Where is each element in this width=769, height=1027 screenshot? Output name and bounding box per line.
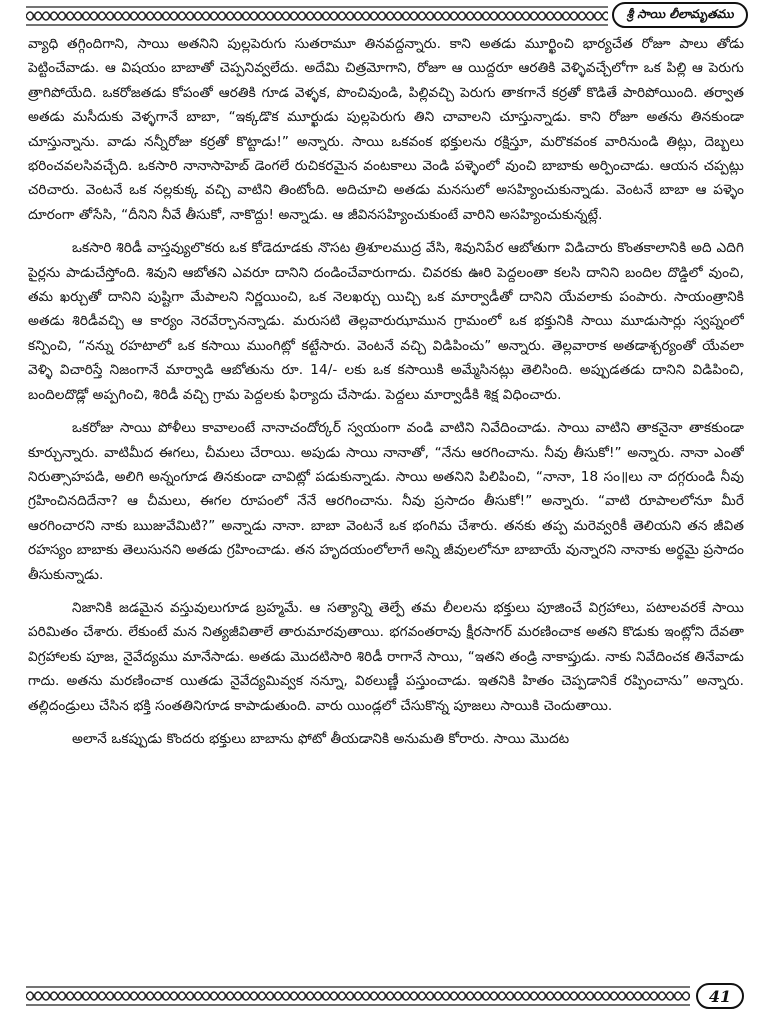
footer-border-ornament — [26, 984, 690, 1008]
page-number: 41 — [708, 986, 732, 1006]
page-body — [28, 32, 744, 976]
paragraph-4: నిజానికి జడమైన వస్తువులుగూడ బ్రహ్మమే. ఆ సత్యాన్ని తెల్పే తమ లీలలను భక్తులు పూజించే విగ్రహాలు, పటాలవరకే సాయి పరిమితం చేశారు. లేకుంటే మన నిత్యజీవితాలే తారుమారవుతాయి. భగవంతరావు క్షీరసాగర్ మరణించాక అతని కొడుకు ఇంట్లోని దేవతా విగ్రహాలకు పూజ, నైవేద్యము మానేసాడు. అతడు మొదటిసారి శిరిడీ రాగానే సాయి, “ఇతని తండ్రి నాకాప్తుడు. నాకు నివేదించక తినేవాడు గాదు. అతను మరణించాక యితడు నైవేద్యమివ్వక నన్నూ, విఠలుణ్ణీ పస్తుంచాడు. ఇతనికి హితం చెప్పడానికే రప్పించాను” అన్నారు. తల్లిదండ్రులు చేసిన భక్తి సంతతినిగూడ కాపాడుతుంది. వారు యిండ్లలో చేసుకొన్న పూజలు సాయికి చెందుతాయి. — [28, 599, 744, 714]
paragraph-2: ఒకసారి శిరిడీ వాస్తవ్యులొకరు ఒక కోడెదూడకు నొసట త్రిశూలముద్ర వేసి, శివునిపేర ఆబోతుగా విడిచారు కొంతకాలానికి అది ఎదిగి పైర్లను పాడుచేస్తోంది. శివుని ఆబోతని ఎవరూ దానిని దండించేవారుగాదు. చివరకు ఊరి పెద్దలంతా కలసి దానిని బందిల దొడ్డిలో వుంచి, తమ ఖర్చుతో దానిని పుష్టిగా మేపాలని నిర్ణయించి, ఒక నెలఖర్చు యిచ్చి ఒక మార్వాడీతో దానిని యేవలాకు పంపారు. సాయంత్రానికి అతడు శిరిడీవచ్చి ఆ కార్యం నెరవేర్చానన్నాడు. మరుసటి తెల్లవారుఝామున గ్రామంలో ఒక భక్తునికి సాయి మూడుసార్లు స్వప్నంలో కన్పించి, “నన్ను రహటాలో ఒక కసాయి ముంగిట్లో కట్టేసారు. వెంటనే వచ్చి విడిపించు” అన్నారు. తెల్లవారాక అతడాశ్చర్యంతో యేవలా వెళ్ళి విచారిస్తే నిజంగానే మార్వాడి ఆబోతును రూ. 14/- లకు ఒక కసాయికి అమ్మేసినట్లు తెలిసింది. అప్పుడతడు దానిని విడిపించి, బందిలదొడ్లో అప్పగించి, శిరిడీ వచ్చి గ్రామ పెద్దలకు ఫిర్యాదు చేసాడు. పెద్దలు మార్వాడీకి శిక్ష విధించారు. — [28, 240, 744, 403]
book-title: శ్రీ సాయి లీలామృతము — [626, 6, 734, 21]
paragraph-3: ఒకరోజు సాయి పోళీలు కావాలంటే నానాచందోర్కర్ స్వయంగా వండి వాటిని నివేదించాడు. సాయి వాటిని తాకనైనా తాకకుండా కూర్చున్నారు. వాటిమీద ఈగలు, చీమలు చేరాయి. అపుడు సాయి నానాతో, “నేను ఆరగించాను. నీవు తీసుకో!” అన్నారు. నానా ఎంతో నిరుత్సాహపడి, అలిగి అన్నంగూడ తినకుండా చావిట్లో పడుకున్నాడు. సాయి అతనిని పిలిపించి, “నానా, 18 సం॥లు నా దగ్గరుండి నీవు గ్రహించినదిదేనా? ఆ చీమలు, ఈగల రూపంలో నేనే ఆరగించాను. నీవు ప్రసాదం తీసుకో!” అన్నారు. “వాటి రూపాలలోనూ మీరే ఆరగించారని నాకు ఋజువేమిటి?” అన్నాడు నానా. బాబా వెంటనే ఒక భంగిమ చేశారు. తనకు తప్ప మరెవ్వరికీ తెలియని తన జీవిత రహస్యం బాబాకు తెలుసునని అతడు గ్రహించాడు. తన హృదయంలోలాగే అన్ని జీవులలోనూ బాబాయే వున్నారని నానాకు అర్థమై ప్రసాదం తీసుకున్నాడు. — [28, 420, 744, 583]
header-border-ornament — [26, 4, 608, 28]
paragraph-1: వ్యాధి తగ్గిందిగాని, సాయి అతనిని పుల్లపెరుగు సుతరామూ తినవద్దన్నారు. కాని అతడు మూర్ఖించి భార్యచేత రోజూ పాలు తోడు పెట్టించేవాడు. ఆ విషయం బాబాతో చెప్పనివ్వలేదు. అదేమి చిత్రమోగాని, రోజూ ఆ యిద్దరూ ఆరతికి వెళ్ళివచ్చేలోగా ఒక పిల్లి ఆ పెరుగు త్రాగిపోయేది. ఒకరోజతడు కోపంతో ఆరతికి గూడ వెళ్ళక, పొంచివుండి, పిల్లివచ్చి పెరుగు తాకగానే కర్రతో కొడితే పారిపోయింది. తర్వాత అతడు మసీదుకు వెళ్ళగానే బాబా, “ఇక్కడొక మూర్ఖుడు పుల్లపెరుగు తిని చావాలని చూస్తున్నాడు. కాని రోజూ అతను తినకుండా చూస్తున్నాను. వాడు నన్నీరోజు కర్రతో కొట్టాడు!” అన్నారు. సాయి ఒకవంక భక్తులను రక్షిస్తూ, మరొకవంక వారినుండి తిట్లు, దెబ్బలు భరించవలసివచ్చేది. ఒకసారి నానాసాహెబ్ డెంగలే రుచికరమైన వంటకాలు వెండి పళ్ళెంలో వుంచి బాబాకు అర్పించాడు. ఆయన చప్పట్లు చరిచారు. వెంటనే ఒక నల్లకుక్క వచ్చి వాటిని తింటోంది. అదిచూచి అతడు మనసులో అసహ్యించుకున్నాడు. వెంటనే బాబా ఆ పళ్ళెం దూరంగా తోసేసి, “దీనిని నీవే తీసుకో, నాకొద్దు! అన్నాడు. ఆ జీవినసహ్యించుకుంటే వారిని అసహ్యించుకున్నట్లే. — [28, 36, 744, 223]
paragraph-5: అలానే ఒకప్పుడు కొందరు భక్తులు బాబాను ఫోటో తీయడానికి అనుమతి కోరారు. సాయి మొదట — [72, 730, 570, 747]
book-title-badge — [612, 2, 748, 28]
page-number-badge — [696, 983, 744, 1009]
